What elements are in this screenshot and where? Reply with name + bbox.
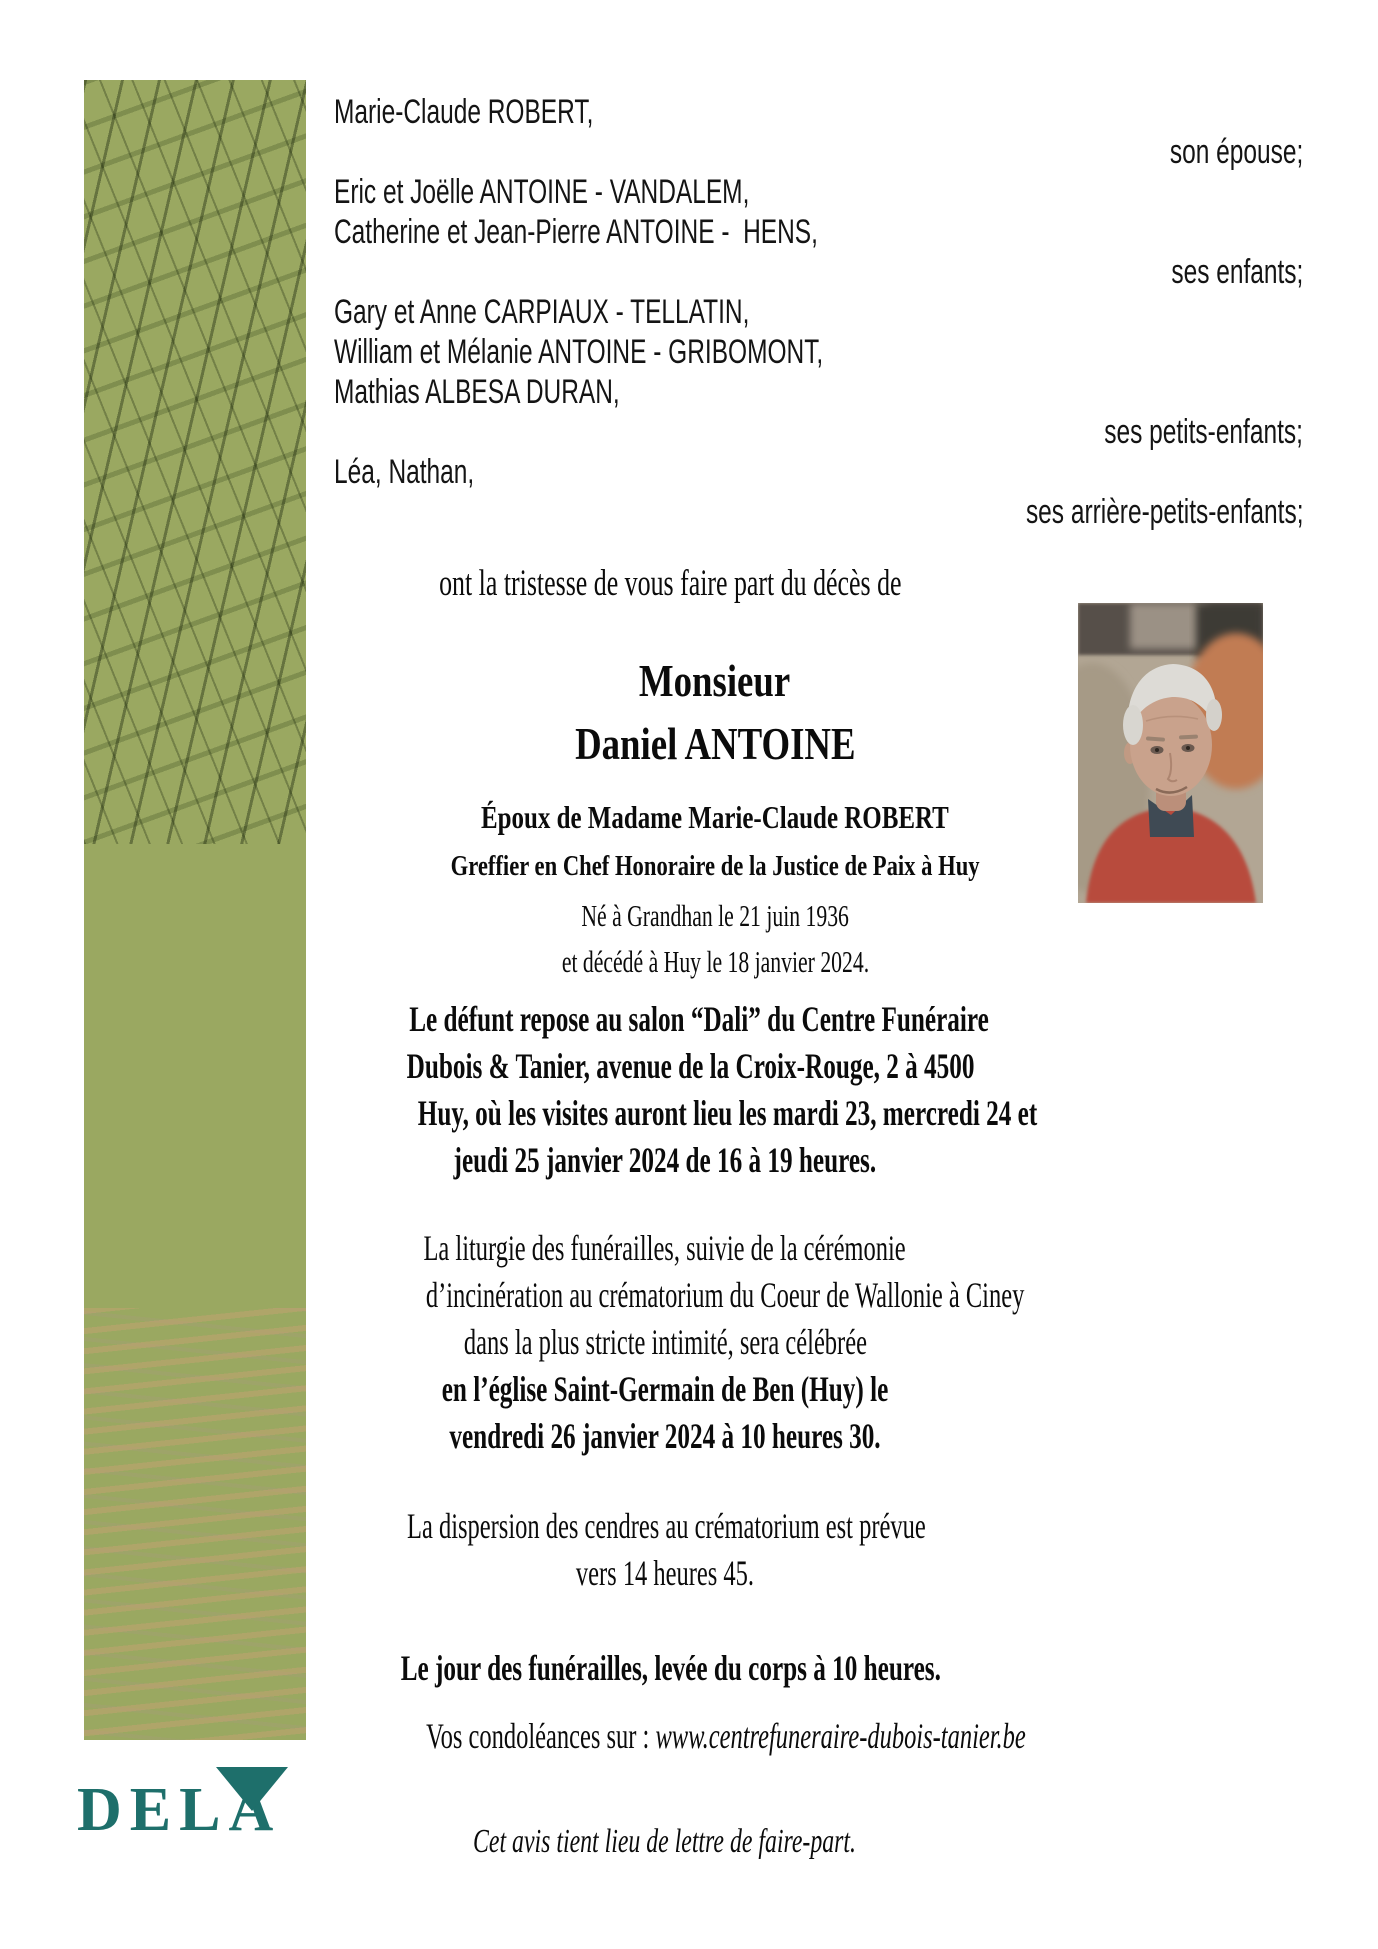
deceased-name: Daniel ANTOINE xyxy=(574,718,856,769)
deceased-title: Monsieur xyxy=(639,655,791,706)
family-line: William et Mélanie ANTOINE - GRIBOMONT, xyxy=(334,333,824,371)
dispersion-line: La dispersion des cendres au crématorium est prévue xyxy=(407,1506,926,1546)
condolences-label: Vos condoléances sur : xyxy=(426,1716,650,1756)
family-line: Gary et Anne CARPIAUX - TELLATIN, xyxy=(334,293,750,331)
repose-line: Huy, où les visites auront lieu les mardi 23, mercredi 24 et xyxy=(417,1093,1038,1133)
levee-line: Le jour des funérailles, levée du corps à 10 heures. xyxy=(400,1648,941,1688)
liturgy-line: La liturgie des funérailles, suivie de la cérémonie xyxy=(423,1228,907,1268)
family-names-block xyxy=(334,92,1303,532)
portrait-photo xyxy=(1078,603,1263,903)
closing-line: Cet avis tient lieu de lettre de faire-part. xyxy=(473,1823,857,1860)
family-line: Marie-Claude ROBERT, xyxy=(334,93,594,131)
dispersion-paragraph xyxy=(285,1503,1045,1597)
deceased-honorific-line: Greffier en Chef Honoraire de la Justice de Paix à Huy xyxy=(450,850,980,882)
family-line: Catherine et Jean-Pierre ANTOINE - HENS, xyxy=(334,213,818,251)
forest-path-photo xyxy=(84,80,306,1740)
relation-label: ses enfants; xyxy=(1170,253,1303,291)
dela-logo-text: DELA xyxy=(77,1776,282,1844)
dela-logo xyxy=(77,1776,337,1879)
liturgy-line: d’incinération au crématorium du Coeur de Wallonie à Ciney xyxy=(425,1275,1025,1315)
liturgy-line: dans la plus stricte intimité, sera célébrée xyxy=(463,1322,867,1362)
repose-paragraph xyxy=(285,996,1045,1184)
intro-line: ont la tristesse de vous faire part du décès de xyxy=(439,563,902,604)
repose-line: jeudi 25 janvier 2024 de 16 à 19 heures. xyxy=(453,1140,877,1180)
relation-label: ses petits-enfants; xyxy=(1104,413,1303,451)
dela-logo-triangle-icon xyxy=(216,1767,288,1811)
condolences-url: www.centrefuneraire-dubois-tanier.be xyxy=(655,1716,1026,1756)
family-line: Eric et Joëlle ANTOINE - VANDALEM, xyxy=(334,173,750,211)
relation-label: ses arrière-petits-enfants; xyxy=(1025,493,1303,531)
repose-line: Dubois & Tanier, avenue de la Croix-Rouge, 2 à 4500 xyxy=(406,1046,975,1086)
family-line: Mathias ALBESA DURAN, xyxy=(334,373,620,411)
dispersion-line: vers 14 heures 45. xyxy=(575,1553,755,1593)
condolences-line xyxy=(285,1713,1045,1760)
family-line: Léa, Nathan, xyxy=(334,453,475,491)
liturgy-date-line: vendredi 26 janvier 2024 à 10 heures 30. xyxy=(449,1416,881,1456)
relation-label: son épouse; xyxy=(1169,133,1303,171)
liturgy-church-line: en l’église Saint-Germain de Ben (Huy) le xyxy=(441,1369,889,1409)
liturgy-paragraph xyxy=(285,1225,1045,1460)
deceased-spouse-line: Époux de Madame Marie-Claude ROBERT xyxy=(481,799,949,835)
repose-line: Le défunt repose au salon “Dali” du Centre Funéraire xyxy=(409,999,989,1039)
deceased-birth-line: Né à Grandhan le 21 juin 1936 xyxy=(581,898,849,933)
deceased-death-line: et décédé à Huy le 18 janvier 2024. xyxy=(561,944,869,979)
